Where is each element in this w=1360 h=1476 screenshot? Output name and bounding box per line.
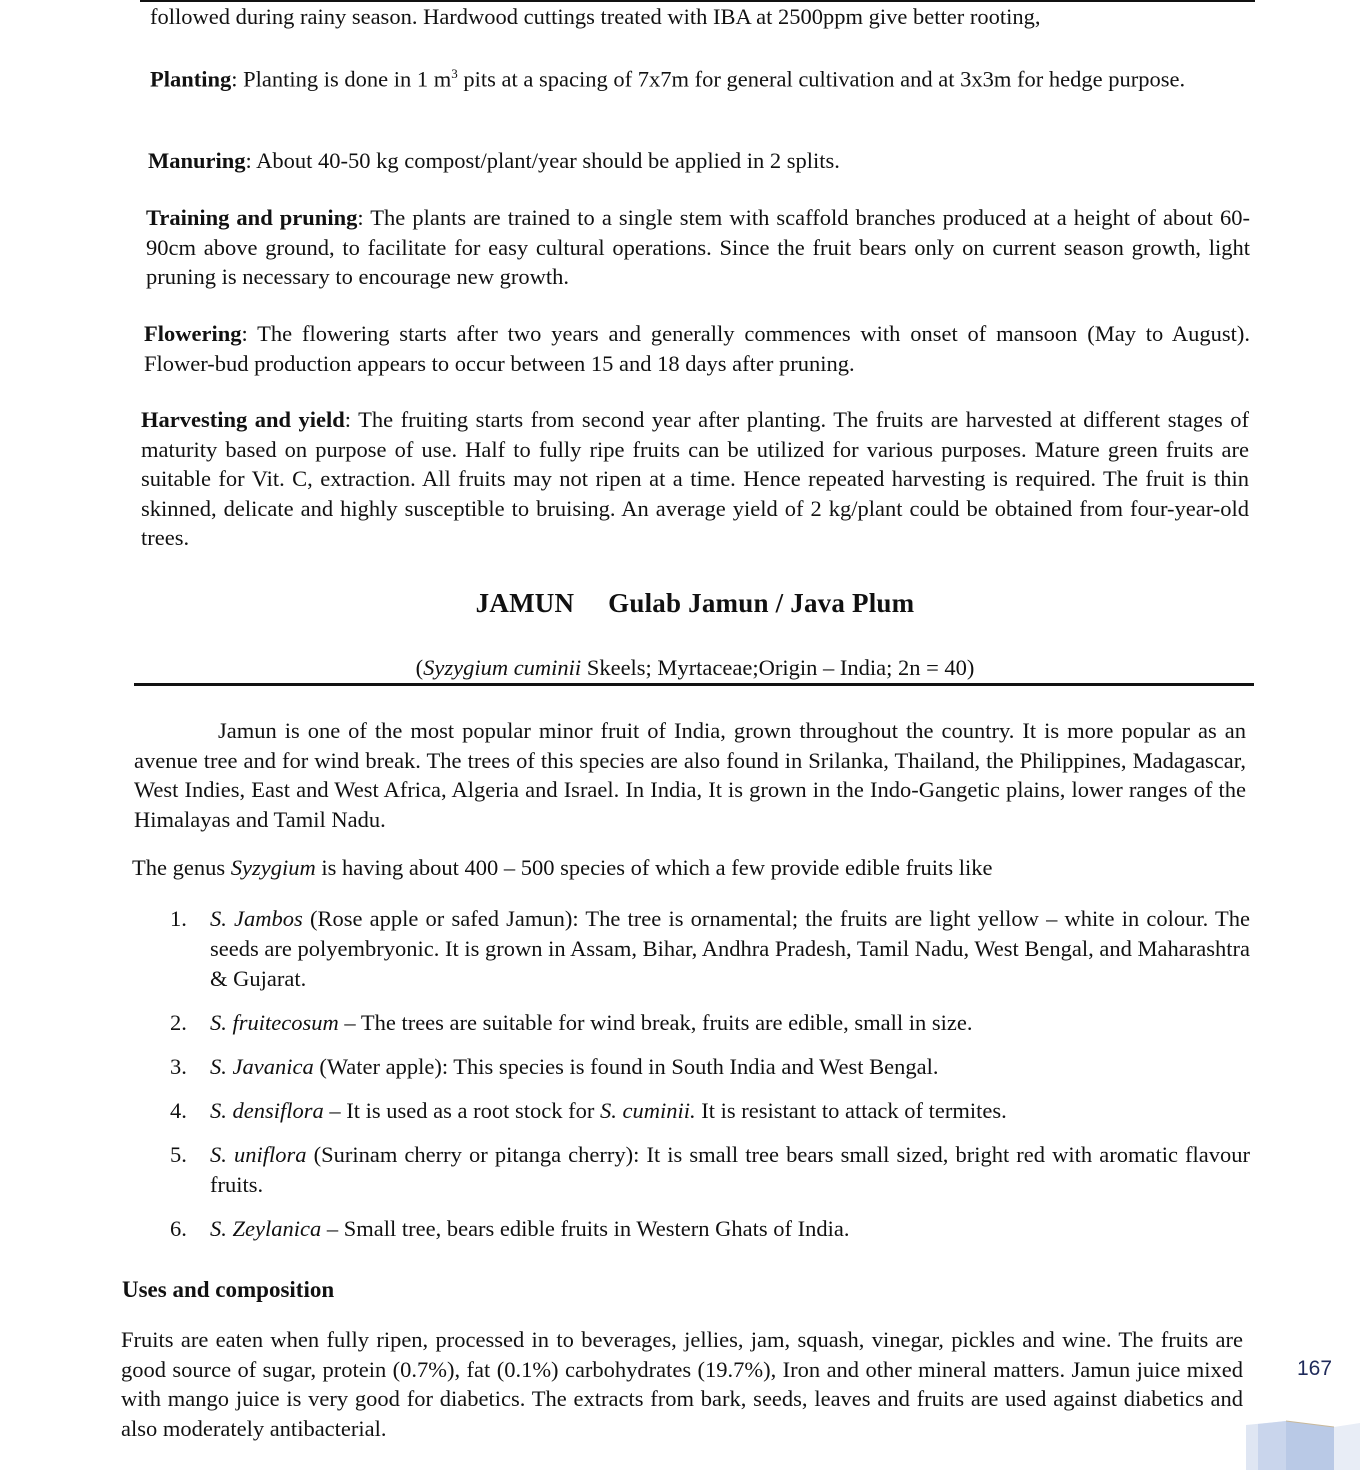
title-alternate-names: Gulab Jamun / Java Plum	[608, 588, 915, 618]
species-item	[160, 1052, 1250, 1082]
species-name: S. uniflora	[210, 1142, 307, 1167]
genus-paragraph	[132, 853, 1242, 883]
species-name-reference: S. cuminii.	[599, 1098, 696, 1123]
section-title	[0, 588, 1360, 619]
manuring-text: : About 40-50 kg compost/plant/year should be applied in 2 splits.	[245, 148, 840, 173]
species-item	[160, 1096, 1250, 1126]
species-list	[160, 904, 1250, 1258]
flowering-label: Flowering	[144, 321, 242, 346]
intro-paragraph: Jamun is one of the most popular minor fruit of India, grown throughout the country. It is more popular as an avenue tree and for wind break. The trees of this species are also found in Srilanka, Thailand, the Philippines, Madagascar, West Indies, East and West Africa, Algeria and Israel. In India, It is grown in the Indo-Gangetic plains, lower ranges of the Himalayas and Tamil Nadu.	[134, 718, 1246, 832]
section-subtitle	[0, 655, 1360, 681]
subtitle-paren: (	[415, 655, 424, 680]
species-name: S. densiflora	[210, 1098, 324, 1123]
list-number: 1.	[170, 906, 187, 931]
flowering-paragraph	[144, 319, 1250, 378]
manuring-label: Manuring	[148, 148, 246, 173]
planting-superscript: 3	[451, 66, 458, 81]
planting-label: Planting	[150, 66, 232, 92]
species-description: (Surinam cherry or pitanga cherry): It is small tree bears small sized, bright red with aromatic flavour fruits.	[210, 1142, 1251, 1197]
title-main: JAMUN	[475, 588, 575, 618]
planting-paragraph	[150, 59, 1250, 94]
species-item	[160, 904, 1250, 994]
manuring-paragraph	[148, 146, 1248, 176]
list-number: 2.	[170, 1010, 187, 1035]
genus-text: The genus	[132, 855, 231, 880]
uses-paragraph: Fruits are eaten when fully ripen, processed in to beverages, jellies, jam, squash, vinegar, pickles and wine. The fruits are good source of sugar, protein (0.7%), fat (0.1%) carbohydrates (19.7%), Iron and other mineral matters. Jamun juice mixed with mango juice is very good for diabetics. The extracts from bark, seeds, leaves and fruits are used against diabetics and also moderately antibacterial.	[121, 1327, 1243, 1441]
training-label: Training and pruning	[146, 205, 358, 230]
page-corner-decoration-icon	[1246, 1415, 1360, 1470]
title-rule	[134, 683, 1254, 686]
list-number: 6.	[170, 1216, 187, 1241]
species-name: S. Javanica	[210, 1054, 314, 1079]
list-number: 5.	[170, 1142, 187, 1167]
training-text: : The plants are trained to a single stem with scaffold branches produced at a height of about 60-90cm above ground, to facilitate for easy cultural operations. Since the fruit bears only on current season growth, light pruning is necessary to encourage new growth.	[146, 205, 1251, 289]
harvesting-label: Harvesting and yield	[141, 407, 345, 432]
species-name: S. fruitecosum	[210, 1010, 339, 1035]
species-item	[160, 1140, 1250, 1200]
species-item	[160, 1008, 1250, 1038]
species-description: (Rose apple or safed Jamun): The tree is ornamental; the fruits are light yellow – white in colour. The seeds are polyembryonic. It is grown in Assam, Bihar, Andhra Pradesh, Tamil Nadu, West Bengal, and Maharashtra & Gujarat.	[210, 906, 1250, 991]
genus-text-rest: is having about 400 – 500 species of which a few provide edible fruits like	[315, 855, 993, 880]
species-description: – Small tree, bears edible fruits in Western Ghats of India.	[321, 1216, 850, 1241]
subtitle-details: Skeels; Myrtaceae;Origin – India; 2n = 40)	[581, 655, 975, 680]
species-name: S. Jambos	[210, 906, 303, 931]
species-description: (Water apple): This species is found in South India and West Bengal.	[313, 1054, 939, 1079]
continuation-paragraph: followed during rainy season. Hardwood cuttings treated with IBA at 2500ppm give better rooting,	[150, 4, 1041, 29]
genus-name: Syzygium	[230, 855, 316, 880]
list-number: 3.	[170, 1054, 187, 1079]
list-number: 4.	[170, 1098, 187, 1123]
planting-text: : Planting is done in 1 m	[231, 66, 452, 92]
species-name: S. Zeylanica	[210, 1216, 322, 1241]
species-description: – It is used as a root stock for	[323, 1098, 600, 1123]
uses-heading: Uses and composition	[122, 1277, 335, 1302]
planting-text-rest: pits at a spacing of 7x7m for general cultivation and at 3x3m for hedge purpose.	[457, 66, 1186, 92]
botanical-name: Syzygium cuminii	[423, 655, 582, 680]
harvesting-text: : The fruiting starts from second year after planting. The fruits are harvested at different stages of maturity based on purpose of use. Half to fully ripe fruits can be utilized for various purposes. Mature green fruits are suitable for Vit. C, extraction. All fruits may not ripen at a time. Hence repeated harvesting is required. The fruit is thin skinned, delicate and highly susceptible to bruising. An average yield of 2 kg/plant could be obtained from four-year-old trees.	[141, 407, 1249, 550]
training-paragraph	[146, 203, 1250, 292]
page-number: 167	[1297, 1357, 1333, 1380]
harvesting-paragraph	[141, 405, 1249, 553]
species-description-rest: It is resistant to attack of termites.	[695, 1098, 1007, 1123]
species-description: – The trees are suitable for wind break, fruits are edible, small in size.	[338, 1010, 973, 1035]
flowering-text: : The flowering starts after two years and generally commences with onset of mansoon (May to August). Flower-bud production appears to occur between 15 and 18 days after pruning.	[144, 321, 1250, 376]
species-item	[160, 1214, 1250, 1244]
